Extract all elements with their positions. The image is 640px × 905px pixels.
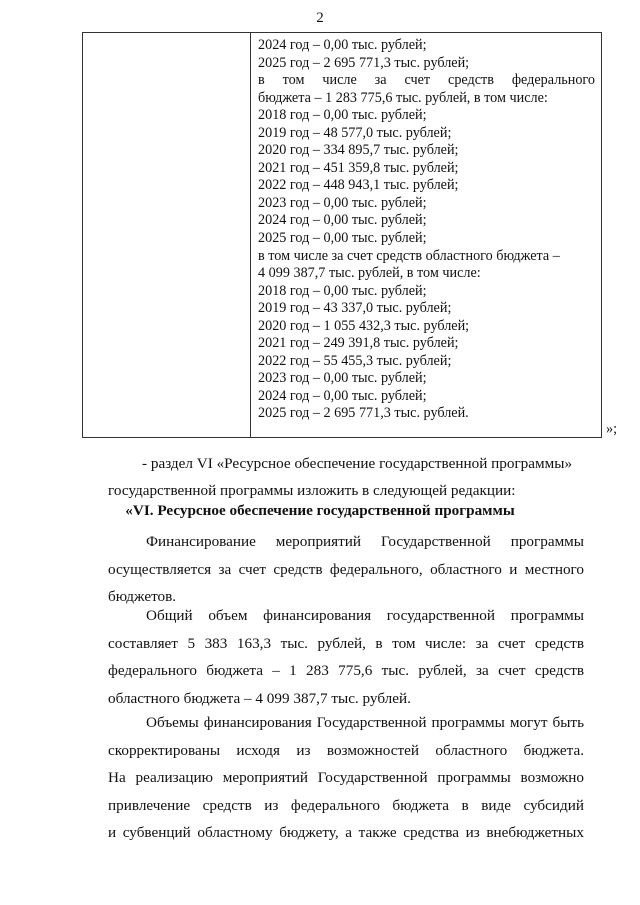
table-line: 2018 год – 0,00 тыс. рублей; — [258, 107, 427, 124]
table-financing-cell — [258, 37, 595, 423]
section-heading: «VI. Ресурсное обеспечение государственной программы — [125, 502, 515, 519]
intro-line: государственной программы изложить в следующей редакции: — [108, 482, 516, 499]
paragraph-adjustments — [108, 709, 584, 847]
table-line: в том числе за счет средств областного бюджета – — [258, 247, 560, 264]
paragraph-line: Объемы финансирования Государственной программы могут быть — [146, 714, 584, 731]
table-line: 2023 год – 0,00 тыс. рублей; — [258, 370, 427, 387]
paragraph-financing-sources — [108, 528, 584, 611]
amendment-intro — [142, 450, 572, 478]
table-line: 2021 год – 451 359,8 тыс. рублей; — [258, 159, 459, 176]
table-line: 2019 год – 48 577,0 тыс. рублей; — [258, 124, 452, 141]
closing-quote: »; — [606, 421, 618, 437]
paragraph-line: областного бюджета – 4 099 387,7 тыс. рублей. — [108, 689, 411, 707]
table-line: 2020 год – 1 055 432,3 тыс. рублей; — [258, 317, 470, 334]
table-line: 2024 год – 0,00 тыс. рублей; — [258, 212, 427, 229]
paragraph-total-volume — [108, 602, 584, 712]
table-line: 2025 год – 2 695 771,3 тыс. рублей. — [258, 405, 469, 422]
table-line: 2019 год – 43 337,0 тыс. рублей; — [258, 300, 452, 317]
paragraph-line: Финансирование мероприятий Государственной программы — [146, 533, 584, 550]
paragraph-line: скорректированы исходя из возможностей областного бюджета. — [108, 741, 584, 759]
paragraph-line: составляет 5 383 163,3 тыс. рублей, в том числе: за счет средств — [108, 634, 584, 652]
table-line: 2020 год – 334 895,7 тыс. рублей; — [258, 142, 459, 159]
paragraph-line: бюджетов. — [108, 588, 177, 605]
table-line: 2025 год – 0,00 тыс. рублей; — [258, 230, 427, 247]
paragraph-line: привлечение средств из федерального бюджета в виде субсидий — [108, 796, 584, 814]
table-line: 2024 год – 0,00 тыс. рублей; — [258, 37, 427, 53]
table-line: 2018 год – 0,00 тыс. рублей; — [258, 282, 427, 299]
paragraph-line: и субвенций областному бюджету, а также средства из внебюджетных — [108, 824, 584, 841]
intro-line: - раздел VI «Ресурсное обеспечение государственной программы» — [142, 455, 573, 472]
paragraph-line: На реализацию мероприятий Государственной программы возможно — [108, 769, 584, 786]
page-number: 2 — [316, 10, 324, 26]
table-line: в том числе за счет средств федерального — [258, 72, 595, 89]
paragraph-line: осуществляется за счет средств федерального, областного и местного — [108, 560, 584, 578]
table-line: 2022 год – 55 455,3 тыс. рублей; — [258, 352, 452, 369]
table-line: 2025 год – 2 695 771,3 тыс. рублей; — [258, 54, 470, 71]
table-line: 2023 год – 0,00 тыс. рублей; — [258, 194, 427, 211]
paragraph-line: Общий объем финансирования государственной программы — [146, 607, 584, 624]
table-line: 2021 год – 249 391,8 тыс. рублей; — [258, 335, 459, 352]
table-line: 2022 год – 448 943,1 тыс. рублей; — [258, 177, 459, 194]
table-column-divider — [250, 33, 251, 437]
financing-table — [82, 32, 602, 438]
paragraph-line: федерального бюджета – 1 283 775,6 тыс. рублей, за счет средств — [108, 662, 584, 679]
table-line: бюджета – 1 283 775,6 тыс. рублей, в том числе: — [258, 89, 548, 106]
table-line: 2024 год – 0,00 тыс. рублей; — [258, 387, 427, 404]
table-line: 4 099 387,7 тыс. рублей, в том числе: — [258, 265, 481, 282]
